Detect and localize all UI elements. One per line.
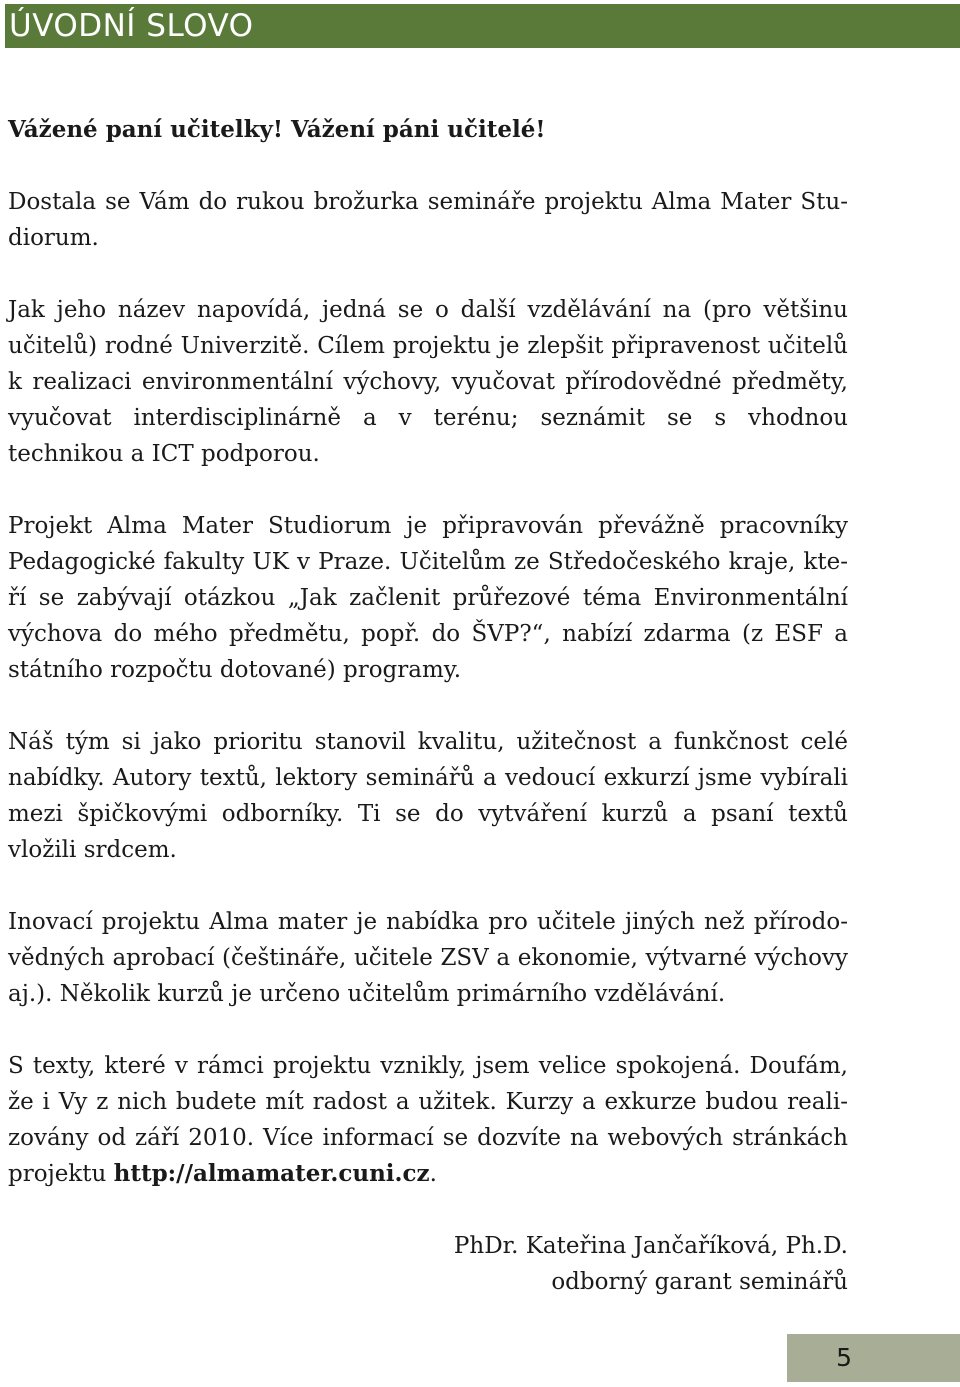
signature-role: odborný garant seminářů xyxy=(551,1269,848,1295)
paragraph-1: Dostala se Vám do rukou brožurka semináře projektu Alma Mater Studiorum. xyxy=(8,189,848,251)
section-header-bar xyxy=(5,4,960,48)
paragraph-5: Inovací projektu Alma mater je nabídka pro učitele jiných než přírodovědných aprobací (češtináře, učitele ZSV a ekonomie, výtvarné výchovy aj.). Několik kurzů je určeno učitelům primárního vzdělávání. xyxy=(8,909,848,1007)
paragraph-6-end: . xyxy=(429,1161,437,1187)
letter-greeting: Vážené paní učitelky! Vážení páni učitelé! xyxy=(8,116,546,143)
letter-body xyxy=(8,112,848,1300)
paragraph-6-text: S texty, které v rámci projektu vznikly, jsem velice spokojená. Doufám, že i Vy z nich budete mít radost a užitek. Kurzy a exkurze budou realizovány od září 2010. Více informací se dozvíte na webových stránkách projektu xyxy=(8,1053,848,1187)
paragraph-4: Náš tým si jako prioritu stanovil kvalitu, užitečnost a funkčnost celé nabídky. Autory textů, lektory seminářů a vedoucí exkurzí jsme vybírali mezi špičkovými odborníky. Ti se do vytváření kurzů a psaní textů vložili srdcem. xyxy=(8,729,848,863)
paragraph-2: Jak jeho název napovídá, jedná se o další vzdělávání na (pro většinu učitelů) rodné Univerzitě. Cílem projektu je zlepšit připravenost učitelů k realizaci environmentální výchovy, vyučovat přírodovědné předměty, vyučovat interdisciplinárně a v terénu; seznámit se s vhodnou technikou a ICT podporou. xyxy=(8,297,848,467)
paragraph-6 xyxy=(8,1048,848,1192)
project-url: http://almamater.cuni.cz xyxy=(113,1160,430,1187)
signature-block xyxy=(8,1228,848,1300)
paragraph-3: Projekt Alma Mater Studiorum je připravován převážně pracovníky Pedagogické fakulty UK v Praze. Učitelům ze Středočeského kraje, kteří se zabývají otázkou „Jak začlenit průřezové téma Environmentální výchova do mého předmětu, popř. do ŠVP?“, nabízí zdarma (z ESF a státního rozpočtu dotované) programy. xyxy=(8,513,848,683)
page-number: 5 xyxy=(836,1343,852,1372)
section-title: ÚVODNÍ SLOVO xyxy=(9,8,254,44)
page-number-box xyxy=(787,1334,960,1382)
signature-name: PhDr. Kateřina Jančaříková, Ph.D. xyxy=(453,1233,848,1259)
